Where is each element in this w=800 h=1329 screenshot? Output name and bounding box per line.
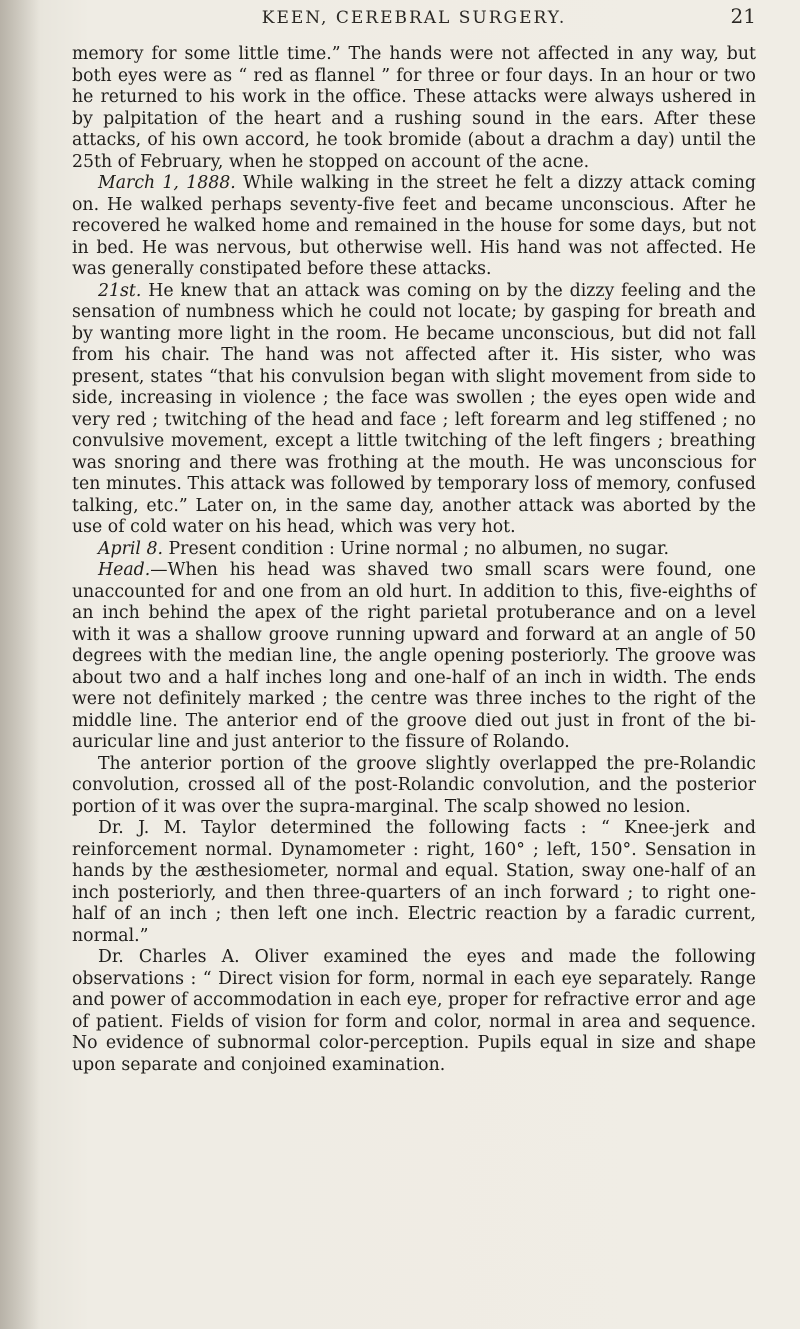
- section-heading: Head.: [98, 560, 151, 580]
- paragraph: [72, 539, 756, 561]
- paragraph-text: memory for some little time.” The hands were not affected in any way, but both eyes were as “ red as flannel ” for three or four days. In an hour or two he returned to his work in the office. These attacks were always ushered in by palpitation of the heart and a rushing sound in the ears. After these attacks, of his own accord, he took bromide (about a drachm a day) until the 25th of February, when he stopped on account of the acne.: [72, 44, 756, 172]
- running-head: [72, 0, 756, 44]
- paragraph: [72, 560, 756, 754]
- running-title: KEEN, CEREBRAL SURGERY.: [261, 8, 567, 28]
- entry-date: March 1, 1888.: [98, 173, 236, 193]
- page-number: 21: [730, 4, 756, 28]
- paragraph-text: The anterior portion of the groove slightly overlapped the pre-Rolandic convolution, crossed all of the post-Rolandic convolution, and the posterior portion of it was over the supra-marginal. The scalp showed no lesion.: [72, 753, 756, 817]
- body-text: [72, 44, 756, 1076]
- paragraph-text: While walking in the street he felt a dizzy attack coming on. He walked perhaps seventy-five feet and became unconscious. After he recovered he walked home and remained in the house for some days, but not in bed. He was nervous, but otherwise well. His hand was not affected. He was generally constipated before these attacks.: [72, 173, 756, 279]
- paragraph-text: Dr. Charles A. Oliver examined the eyes and made the following observations : “ Direct vision for form, normal in each eye separately. Range and power of accommodation in each eye, proper for refractive error and age of patient. Fields of vision for form and color, normal in area and sequence. No evidence of subnormal color-perception. Pupils equal in size and shape upon separate and conjoined examination.: [72, 947, 756, 1075]
- paragraph-text: Dr. J. M. Taylor determined the following facts : “ Knee-jerk and reinforcement normal. Dynamometer : right, 160° ; left, 150°. Sensation in hands by the æsthesiometer, normal and equal. Station, sway one-half of an inch posteriorly, and then three-quarters of an inch forward ; to right one-half of an inch ; then left one inch. Electric reaction by a faradic current, normal.”: [72, 818, 756, 946]
- entry-date: 21st.: [98, 280, 142, 301]
- paragraph-text: Present condition : Urine normal ; no albumen, no sugar.: [163, 538, 670, 559]
- paragraph: [72, 281, 756, 539]
- paragraph: [72, 173, 756, 281]
- paragraph-text: —When his head was shaved two small scars were found, one unaccounted for and one from an old hurt. In addition to this, five-eighths of an inch behind the apex of the right parietal protuberance and on a level with it was a shallow groove running upward and forward at an angle of 50 degrees with the median line, the angle opening posteriorly. The groove was about two and a half inches long and one-half of an inch in width. The ends were not definitely marked ; the centre was three inches to the right of the middle line. The anterior end of the groove died out just in front of the bi-auricular line and just anterior to the fissure of Rolando.: [72, 560, 756, 752]
- paragraph: [72, 754, 756, 819]
- paragraph: [72, 818, 756, 947]
- binding-shadow: [0, 0, 40, 1329]
- entry-date: April 8.: [98, 538, 163, 559]
- paragraph: [72, 947, 756, 1076]
- paragraph-text: He knew that an attack was coming on by the dizzy feeling and the sensation of numbness which he could not locate; by gasping for breath and by wanting more light in the room. He became unconscious, but did not fall from his chair. The hand was not affected after it. His sister, who was present, states “that his convulsion began with slight movement from side to side, increasing in violence ; the face was swollen ; the eyes open wide and very red ; twitching of the head and face ; left forearm and leg stiffened ; no convulsive movement, except a little twitching of the left fingers ; breathing was snoring and there was frothing at the mouth. He was unconscious for ten minutes. This attack was followed by temporary loss of memory, confused talking, etc.” Later on, in the same day, another attack was aborted by the use of cold water on his head, which was very hot.: [72, 280, 756, 537]
- paragraph: [72, 44, 756, 173]
